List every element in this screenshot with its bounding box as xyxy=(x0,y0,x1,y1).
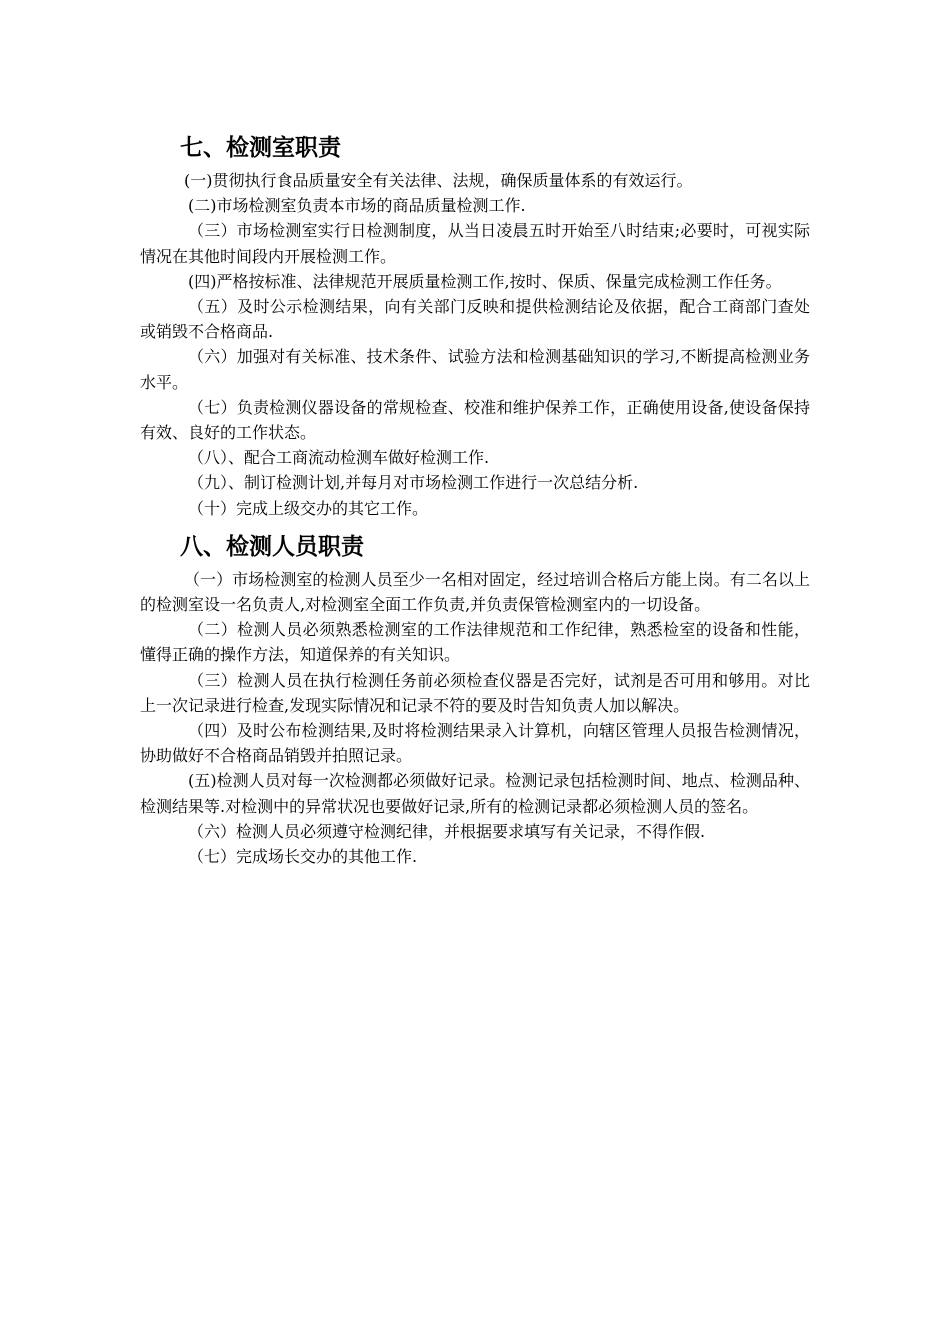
section-7-item-2: (二)市场检测室负责本市场的商品质量检测工作. xyxy=(188,196,526,216)
section-8-item-4: （四）及时公布检测结果,及时将检测结果录入计算机，向辖区管理人员报告检测情况，协助做好不合格商品销毁并拍照记录。 xyxy=(140,721,810,766)
section-8-title: 八、检测人员职责 xyxy=(180,533,364,560)
section-8-item-2: （二）检测人员必须熟悉检测室的工作法律规范和工作纪律，熟悉检室的设备和性能，懂得正确的操作方法，知道保养的有关知识。 xyxy=(140,620,810,665)
section-7-item-1: (一)贯彻执行食品质量安全有关法律、法规，确保质量体系的有效运行。 xyxy=(184,171,693,190)
section-7-title: 七、检测室职责 xyxy=(180,135,341,161)
section-7-item-9: （九）、制订检测计划,并每月对市场检测工作进行一次总结分析. xyxy=(188,473,639,493)
section-7-item-5: （五）及时公示检测结果，向有关部门反映和提供检测结论及依据，配合工商部门查处或销毁不合格商品. xyxy=(140,297,810,342)
section-8-item-3: （三）检测人员在执行检测任务前必须检查仪器是否完好，试剂是否可用和够用。对比上一次记录进行检查,发现实际情况和记录不符的要及时告知负责人加以解决。 xyxy=(140,670,810,715)
section-8-item-7: （七）完成场长交办的其他工作. xyxy=(188,847,418,867)
section-7-item-10: （十）完成上级交办的其它工作。 xyxy=(188,498,429,518)
section-8-item-5: (五)检测人员对每一次检测都必须做好记录。检测记录包括检测时间、地点、检测品种、检测结果等.对检测中的异常状况也要做好记录,所有的检测记录都必须检测人员的签名。 xyxy=(140,771,810,816)
section-8-item-1: （一）市场检测室的检测人员至少一名相对固定，经过培训合格后方能上岗。有二名以上的检测室设一名负责人,对检测室全面工作负责,并负责保管检测室内的一切设备。 xyxy=(140,569,810,615)
section-7-item-8: （八）、配合工商流动检测车做好检测工作. xyxy=(188,448,490,468)
section-7-item-4: (四)严格按标准、法律规范开展质量检测工作,按时、保质、保量完成检测工作任务。 xyxy=(188,271,782,291)
section-7-item-3: （三）市场检测室实行日检测制度，从当日凌晨五时开始至八时结束;必要时，可视实际情况在其他时间段内开展检测工作。 xyxy=(140,221,810,266)
section-8-item-6: （六）检测人员必须遵守检测纪律，并根据要求填写有关记录，不得作假. xyxy=(188,821,706,841)
section-8-list xyxy=(140,567,810,869)
section-7-item-7: （七）负责检测仪器设备的常规检查、校准和维护保养工作，正确使用设备,使设备保持有效、良好的工作状态。 xyxy=(140,397,810,443)
document-body xyxy=(140,128,810,869)
section-7-item-6: （六）加强对有关标准、技术条件、试验方法和检测基础知识的学习,不断提高检测业务水平。 xyxy=(140,347,810,392)
section-7-list xyxy=(140,168,810,521)
